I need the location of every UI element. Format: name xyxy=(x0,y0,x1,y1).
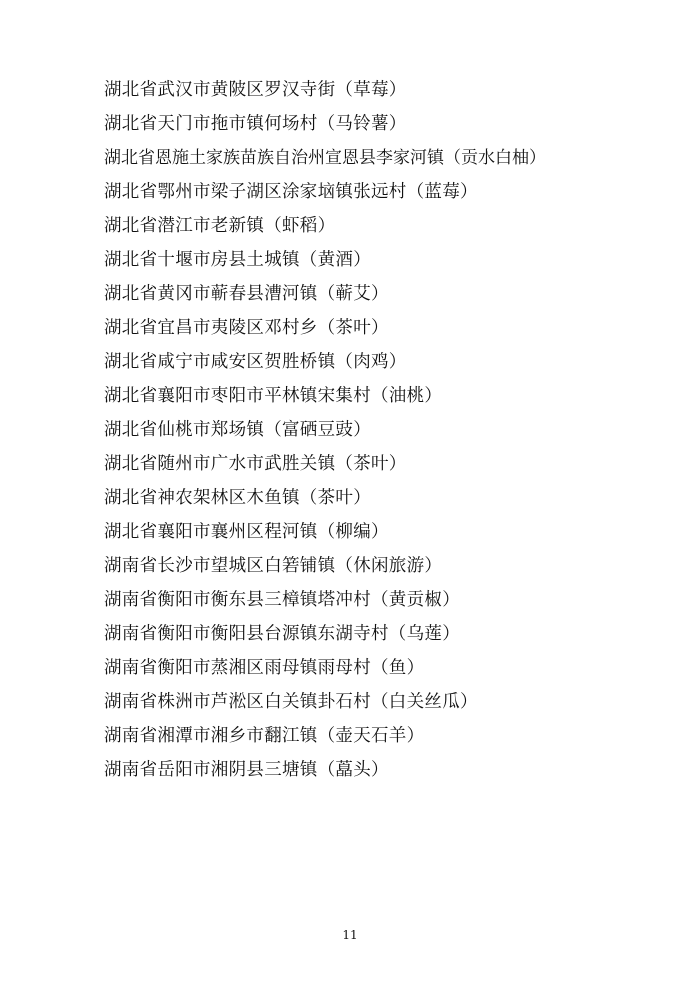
list-item: 湖北省恩施土家族苗族自治州宣恩县李家河镇（贡水白柚） xyxy=(104,148,546,168)
list-item: 湖北省黄冈市蕲春县漕河镇（蕲艾） xyxy=(104,283,389,304)
list-item: 湖北省天门市拖市镇何场村（马铃薯） xyxy=(104,114,407,134)
page-number: 11 xyxy=(342,928,358,942)
list-item: 湖南省衡阳市衡阳县台源镇东湖寺村（乌莲） xyxy=(104,623,460,644)
list-item: 湖北省十堰市房县土城镇（黄酒） xyxy=(104,249,371,270)
list-item: 湖北省神农架林区木鱼镇（茶叶） xyxy=(104,487,371,508)
list-item: 湖北省武汉市黄陂区罗汉寺街（草莓） xyxy=(104,80,407,100)
list-item: 湖北省仙桃市郑场镇（富硒豆豉） xyxy=(104,419,371,440)
list-item: 湖北省鄂州市梁子湖区涂家垴镇张远村（蓝莓） xyxy=(104,181,478,202)
list-item: 湖北省宜昌市夷陵区邓村乡（茶叶） xyxy=(104,317,389,338)
list-item: 湖南省岳阳市湘阴县三塘镇（藠头） xyxy=(104,759,389,780)
list-item: 湖南省长沙市望城区白箬铺镇（休闲旅游） xyxy=(104,555,443,576)
list-item: 湖北省随州市广水市武胜关镇（茶叶） xyxy=(104,453,407,474)
list-item: 湖北省咸宁市咸安区贺胜桥镇（肉鸡） xyxy=(104,351,407,372)
list-item: 湖南省衡阳市衡东县三樟镇塔冲村（黄贡椒） xyxy=(104,589,460,610)
entry-list xyxy=(60,82,640,796)
list-item: 湖南省衡阳市蒸湘区雨母镇雨母村（鱼） xyxy=(104,657,425,678)
list-item: 湖北省襄阳市枣阳市平林镇宋集村（油桃） xyxy=(104,385,443,406)
list-item: 湖南省株洲市芦淞区白关镇卦石村（白关丝瓜） xyxy=(104,691,478,712)
list-item: 湖南省湘潭市湘乡市翻江镇（壶天石羊） xyxy=(104,725,425,746)
list-item: 湖北省潜江市老新镇（虾稻） xyxy=(104,215,336,236)
list-item: 湖北省襄阳市襄州区程河镇（柳编） xyxy=(104,521,389,542)
